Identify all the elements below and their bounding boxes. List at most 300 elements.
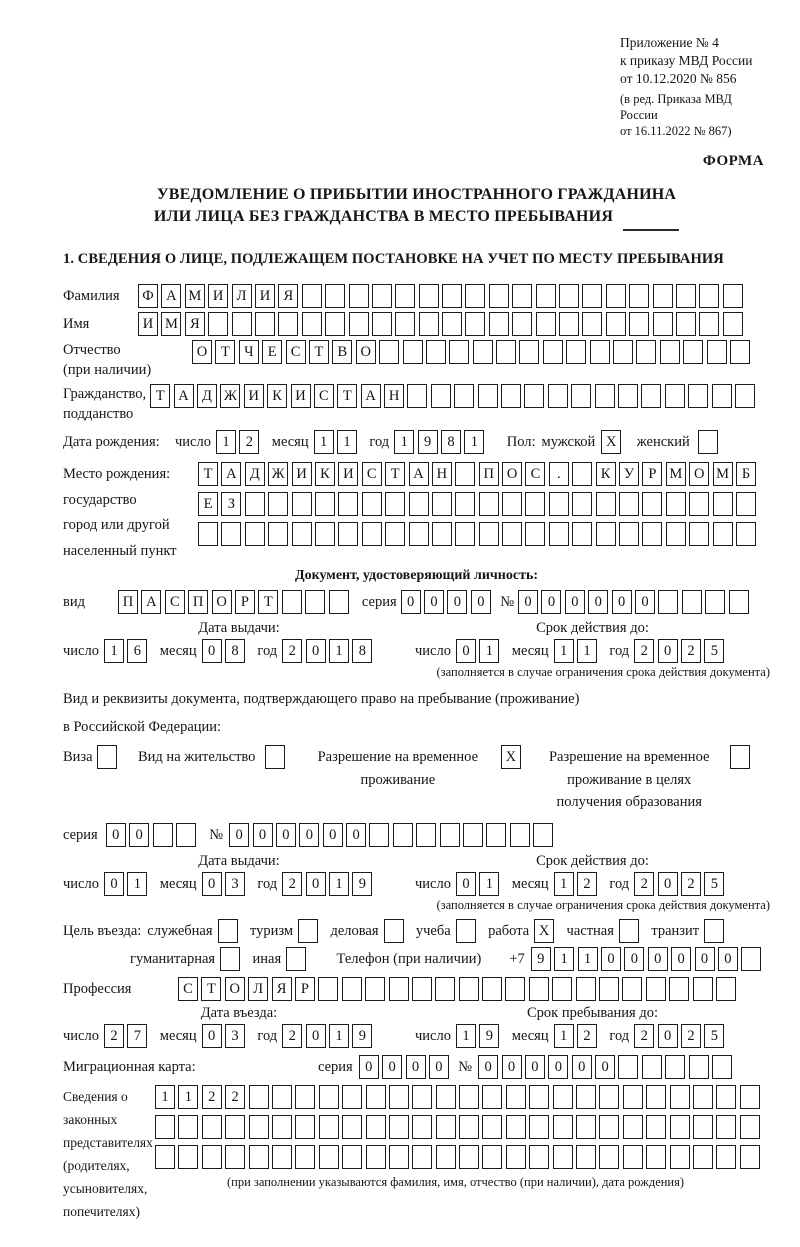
char-box[interactable]: 1 [155,1085,175,1109]
char-box[interactable] [699,312,719,336]
char-box[interactable] [619,492,639,516]
char-box[interactable] [295,1115,315,1139]
char-box[interactable]: 1 [329,639,349,663]
char-box[interactable]: М [666,462,686,486]
char-box[interactable] [389,977,409,1001]
char-box[interactable]: 3 [225,872,245,896]
char-box[interactable] [459,1115,479,1139]
char-box[interactable]: 0 [424,590,444,614]
char-box[interactable] [389,1085,409,1109]
char-box[interactable]: 0 [658,639,678,663]
char-box[interactable]: 0 [612,590,632,614]
char-box[interactable] [318,977,338,1001]
char-box[interactable]: 0 [502,1055,522,1079]
char-box[interactable] [618,1055,638,1079]
char-box[interactable]: 5 [704,872,724,896]
char-box[interactable] [302,284,322,308]
char-box[interactable] [459,1085,479,1109]
char-box[interactable]: О [356,340,376,364]
char-box[interactable] [740,1145,760,1169]
char-box[interactable] [599,1115,619,1139]
char-box[interactable] [606,312,626,336]
char-box[interactable] [693,1085,713,1109]
char-box[interactable] [454,384,474,408]
char-box[interactable]: 0 [648,947,668,971]
char-box[interactable] [249,1085,269,1109]
char-box[interactable]: К [315,462,335,486]
char-box[interactable]: 8 [225,639,245,663]
char-box[interactable] [338,492,358,516]
char-box[interactable]: 2 [577,1024,597,1048]
char-box[interactable] [249,1115,269,1139]
char-box[interactable]: Д [245,462,265,486]
char-box[interactable]: У [619,462,639,486]
char-box[interactable] [712,384,732,408]
char-box[interactable] [489,312,509,336]
char-box[interactable] [176,823,196,847]
char-box[interactable]: 0 [429,1055,449,1079]
char-box[interactable] [442,312,462,336]
char-box[interactable] [198,522,218,546]
char-box[interactable]: 0 [718,947,738,971]
char-box[interactable]: Т [198,462,218,486]
char-box[interactable] [572,462,592,486]
entry-purpose-checkbox[interactable] [286,947,306,971]
char-box[interactable] [740,1085,760,1109]
char-box[interactable] [613,340,633,364]
char-box[interactable] [479,492,499,516]
char-box[interactable] [305,590,325,614]
char-box[interactable] [482,1145,502,1169]
char-box[interactable]: 7 [127,1024,147,1048]
char-box[interactable]: 0 [306,872,326,896]
char-box[interactable]: 0 [202,639,222,663]
char-box[interactable] [525,522,545,546]
char-box[interactable]: Е [198,492,218,516]
char-box[interactable] [407,384,427,408]
char-box[interactable] [519,340,539,364]
char-box[interactable]: 0 [456,639,476,663]
char-box[interactable] [670,1115,690,1139]
char-box[interactable] [618,384,638,408]
entry-purpose-checkbox[interactable] [218,919,238,943]
char-box[interactable] [315,522,335,546]
char-box[interactable]: 0 [306,1024,326,1048]
char-box[interactable] [442,284,462,308]
char-box[interactable]: 0 [658,1024,678,1048]
char-box[interactable]: 0 [323,823,343,847]
char-box[interactable]: Л [248,977,268,1001]
char-box[interactable] [629,284,649,308]
char-box[interactable] [412,977,432,1001]
char-box[interactable]: И [255,284,275,308]
char-box[interactable] [529,1145,549,1169]
char-box[interactable] [349,284,369,308]
char-box[interactable]: 5 [704,639,724,663]
char-box[interactable] [553,1145,573,1169]
char-box[interactable]: 0 [601,947,621,971]
char-box[interactable] [249,1145,269,1169]
char-box[interactable]: 2 [282,1024,302,1048]
char-box[interactable]: 0 [106,823,126,847]
char-box[interactable] [465,284,485,308]
char-box[interactable] [272,1085,292,1109]
char-box[interactable]: 2 [577,872,597,896]
char-box[interactable] [426,340,446,364]
char-box[interactable]: 1 [554,1024,574,1048]
char-box[interactable]: 9 [352,872,372,896]
char-box[interactable] [473,340,493,364]
char-box[interactable]: Н [384,384,404,408]
char-box[interactable] [676,284,696,308]
entry-purpose-checkbox[interactable] [384,919,404,943]
char-box[interactable]: И [138,312,158,336]
char-box[interactable] [529,977,549,1001]
char-box[interactable]: И [338,462,358,486]
char-box[interactable] [419,312,439,336]
char-box[interactable] [97,745,117,769]
char-box[interactable]: И [292,462,312,486]
char-box[interactable] [553,1115,573,1139]
char-box[interactable]: 9 [352,1024,372,1048]
char-box[interactable]: С [314,384,334,408]
char-box[interactable] [646,1145,666,1169]
char-box[interactable] [705,590,725,614]
char-box[interactable] [599,1145,619,1169]
char-box[interactable] [688,384,708,408]
char-box[interactable]: С [525,462,545,486]
char-box[interactable]: Т [258,590,278,614]
char-box[interactable]: Я [278,284,298,308]
char-box[interactable]: 0 [346,823,366,847]
char-box[interactable] [506,1085,526,1109]
char-box[interactable]: П [188,590,208,614]
char-box[interactable]: 2 [681,639,701,663]
char-box[interactable] [365,977,385,1001]
char-box[interactable] [409,522,429,546]
char-box[interactable] [529,1085,549,1109]
char-box[interactable] [409,492,429,516]
char-box[interactable] [571,384,591,408]
char-box[interactable]: О [212,590,232,614]
char-box[interactable]: 1 [456,1024,476,1048]
char-box[interactable] [619,522,639,546]
char-box[interactable]: А [161,284,181,308]
char-box[interactable] [479,522,499,546]
entry-purpose-checkbox[interactable]: X [534,919,554,943]
char-box[interactable]: 0 [695,947,715,971]
char-box[interactable] [666,522,686,546]
char-box[interactable] [272,1145,292,1169]
char-box[interactable]: 3 [225,1024,245,1048]
char-box[interactable] [669,977,689,1001]
char-box[interactable] [436,1115,456,1139]
char-box[interactable] [372,284,392,308]
char-box[interactable]: М [161,312,181,336]
char-box[interactable] [622,977,642,1001]
char-box[interactable] [342,1145,362,1169]
char-box[interactable] [153,823,173,847]
char-box[interactable]: С [362,462,382,486]
char-box[interactable] [723,312,743,336]
char-box[interactable] [505,977,525,1001]
char-box[interactable]: 6 [127,639,147,663]
char-box[interactable] [319,1145,339,1169]
char-box[interactable] [459,1145,479,1169]
char-box[interactable]: X [501,745,521,769]
char-box[interactable]: Т [337,384,357,408]
char-box[interactable] [682,590,702,614]
char-box[interactable] [552,977,572,1001]
char-box[interactable] [372,312,392,336]
char-box[interactable] [642,1055,662,1079]
char-box[interactable] [319,1085,339,1109]
char-box[interactable]: 1 [464,430,484,454]
char-box[interactable] [362,522,382,546]
char-box[interactable] [416,823,436,847]
char-box[interactable]: 8 [441,430,461,454]
char-box[interactable]: 0 [635,590,655,614]
entry-purpose-checkbox[interactable] [704,919,724,943]
char-box[interactable]: 0 [253,823,273,847]
char-box[interactable]: 0 [229,823,249,847]
char-box[interactable] [362,492,382,516]
char-box[interactable] [707,340,727,364]
char-box[interactable] [342,1115,362,1139]
char-box[interactable]: 0 [202,1024,222,1048]
char-box[interactable]: Ф [138,284,158,308]
char-box[interactable]: 2 [239,430,259,454]
char-box[interactable]: К [596,462,616,486]
char-box[interactable] [432,522,452,546]
char-box[interactable] [596,492,616,516]
char-box[interactable]: 2 [282,639,302,663]
char-box[interactable]: 0 [671,947,691,971]
char-box[interactable] [576,977,596,1001]
char-box[interactable] [623,1115,643,1139]
char-box[interactable]: 1 [314,430,334,454]
char-box[interactable] [302,312,322,336]
char-box[interactable] [548,384,568,408]
char-box[interactable]: Р [295,977,315,1001]
char-box[interactable]: 8 [352,639,372,663]
char-box[interactable]: И [244,384,264,408]
char-box[interactable] [576,1115,596,1139]
char-box[interactable]: А [141,590,161,614]
char-box[interactable]: 1 [479,872,499,896]
char-box[interactable] [325,312,345,336]
char-box[interactable]: 1 [127,872,147,896]
char-box[interactable] [315,492,335,516]
char-box[interactable]: 0 [401,590,421,614]
char-box[interactable] [412,1145,432,1169]
char-box[interactable] [202,1145,222,1169]
char-box[interactable]: 5 [704,1024,724,1048]
char-box[interactable]: 0 [306,639,326,663]
char-box[interactable] [265,745,285,769]
char-box[interactable] [501,384,521,408]
char-box[interactable]: З [221,492,241,516]
char-box[interactable] [278,312,298,336]
char-box[interactable] [385,522,405,546]
char-box[interactable] [512,312,532,336]
char-box[interactable] [366,1085,386,1109]
char-box[interactable] [582,312,602,336]
char-box[interactable] [559,284,579,308]
char-box[interactable]: 0 [471,590,491,614]
char-box[interactable] [699,284,719,308]
char-box[interactable] [496,340,516,364]
char-box[interactable] [533,823,553,847]
char-box[interactable] [713,522,733,546]
char-box[interactable]: 0 [299,823,319,847]
char-box[interactable] [412,1115,432,1139]
char-box[interactable]: 0 [382,1055,402,1079]
char-box[interactable] [342,1085,362,1109]
char-box[interactable] [582,284,602,308]
char-box[interactable]: О [689,462,709,486]
char-box[interactable] [741,947,761,971]
char-box[interactable] [403,340,423,364]
char-box[interactable] [295,1085,315,1109]
char-box[interactable]: 1 [479,639,499,663]
char-box[interactable]: 0 [572,1055,592,1079]
char-box[interactable] [590,340,610,364]
char-box[interactable]: С [165,590,185,614]
char-box[interactable] [572,522,592,546]
char-box[interactable] [529,1115,549,1139]
char-box[interactable]: 0 [276,823,296,847]
char-box[interactable] [369,823,389,847]
char-box[interactable] [225,1145,245,1169]
char-box[interactable] [389,1145,409,1169]
char-box[interactable]: С [286,340,306,364]
char-box[interactable] [595,384,615,408]
char-box[interactable] [225,1115,245,1139]
char-box[interactable] [393,823,413,847]
char-box[interactable]: 1 [329,872,349,896]
char-box[interactable] [282,590,302,614]
char-box[interactable] [716,1115,736,1139]
char-box[interactable] [245,522,265,546]
char-box[interactable] [642,522,662,546]
char-box[interactable] [455,492,475,516]
char-box[interactable]: Т [150,384,170,408]
char-box[interactable] [489,284,509,308]
char-box[interactable] [525,492,545,516]
char-box[interactable] [349,312,369,336]
char-box[interactable]: 1 [578,947,598,971]
char-box[interactable] [502,522,522,546]
char-box[interactable] [268,492,288,516]
entry-purpose-checkbox[interactable] [619,919,639,943]
char-box[interactable] [329,590,349,614]
char-box[interactable] [419,284,439,308]
char-box[interactable] [510,823,530,847]
char-box[interactable] [576,1085,596,1109]
char-box[interactable]: . [549,462,569,486]
char-box[interactable]: М [713,462,733,486]
char-box[interactable]: 1 [554,947,574,971]
char-box[interactable] [712,1055,732,1079]
char-box[interactable] [596,522,616,546]
char-box[interactable]: 2 [634,639,654,663]
char-box[interactable]: Е [262,340,282,364]
char-box[interactable]: Д [197,384,217,408]
char-box[interactable]: 2 [681,1024,701,1048]
char-box[interactable]: 1 [178,1085,198,1109]
char-box[interactable] [232,312,252,336]
char-box[interactable] [155,1145,175,1169]
char-box[interactable]: 1 [394,430,414,454]
char-box[interactable] [385,492,405,516]
char-box[interactable] [689,522,709,546]
char-box[interactable] [486,823,506,847]
char-box[interactable]: 2 [104,1024,124,1048]
char-box[interactable] [342,977,362,1001]
char-box[interactable] [606,284,626,308]
char-box[interactable]: И [291,384,311,408]
char-box[interactable] [730,340,750,364]
char-box[interactable] [676,312,696,336]
char-box[interactable]: А [409,462,429,486]
char-box[interactable]: Б [736,462,756,486]
char-box[interactable] [716,1085,736,1109]
char-box[interactable]: 1 [104,639,124,663]
char-box[interactable] [292,492,312,516]
char-box[interactable]: Р [235,590,255,614]
char-box[interactable]: Т [215,340,235,364]
char-box[interactable] [665,384,685,408]
char-box[interactable] [440,823,460,847]
char-box[interactable]: А [361,384,381,408]
char-box[interactable]: К [267,384,287,408]
char-box[interactable] [536,312,556,336]
char-box[interactable]: 9 [531,947,551,971]
char-box[interactable] [543,340,563,364]
char-box[interactable]: О [192,340,212,364]
char-box[interactable] [716,1145,736,1169]
char-box[interactable]: М [185,284,205,308]
char-box[interactable] [412,1085,432,1109]
char-box[interactable] [292,522,312,546]
char-box[interactable]: 1 [329,1024,349,1048]
char-box[interactable]: 2 [202,1085,222,1109]
char-box[interactable] [506,1115,526,1139]
char-box[interactable] [713,492,733,516]
char-box[interactable] [653,284,673,308]
entry-purpose-checkbox[interactable] [220,947,240,971]
char-box[interactable]: Ж [220,384,240,408]
char-box[interactable]: 2 [634,872,654,896]
char-box[interactable]: 0 [525,1055,545,1079]
char-box[interactable] [436,1085,456,1109]
char-box[interactable] [245,492,265,516]
char-box[interactable] [221,522,241,546]
char-box[interactable]: 0 [541,590,561,614]
char-box[interactable] [272,1115,292,1139]
char-box[interactable]: 9 [479,1024,499,1048]
char-box[interactable] [482,977,502,1001]
char-box[interactable] [435,977,455,1001]
char-box[interactable] [325,284,345,308]
char-box[interactable]: 2 [634,1024,654,1048]
char-box[interactable] [665,1055,685,1079]
char-box[interactable] [208,312,228,336]
char-box[interactable] [379,340,399,364]
entry-purpose-checkbox[interactable] [456,919,476,943]
char-box[interactable] [549,492,569,516]
